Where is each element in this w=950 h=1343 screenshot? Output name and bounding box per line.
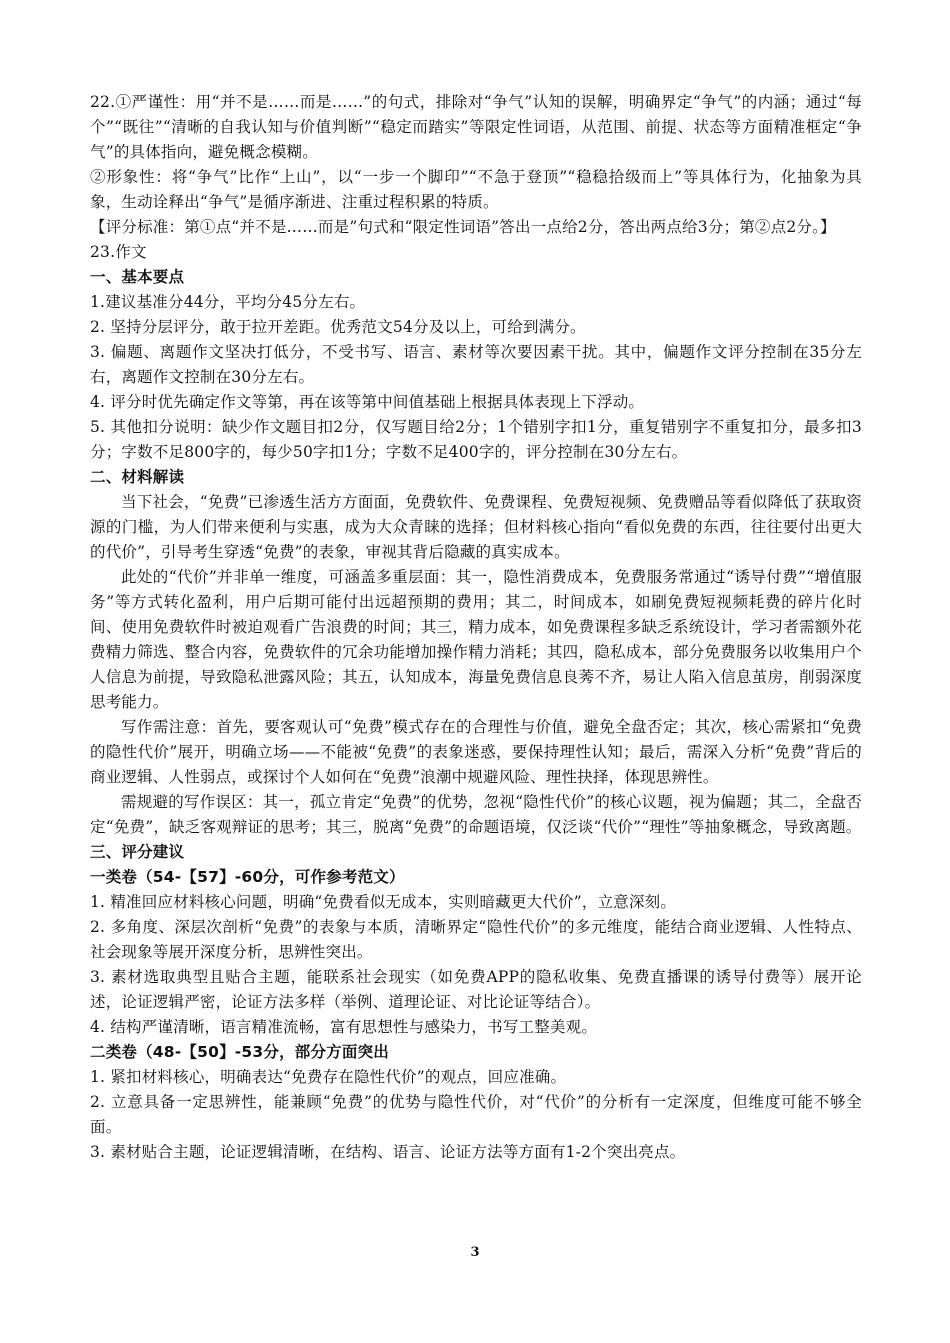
class-2-item-2: 2. 立意具备一定思辨性，能兼顾“免费”的优势与隐性代价，对“代价”的分析有一定深度，但维度可能不够全面。 bbox=[90, 1093, 862, 1136]
q22-scoring-standard: 【评分标准：第①点“并不是……而是”句式和“限定性词语”答出一点给2分，答出两点给3分；第②点2分。】 bbox=[90, 218, 836, 236]
class-1-item-1: 1. 精准回应材料核心问题，明确“免费看似无成本，实则暗藏更大代价”，立意深刻。 bbox=[90, 893, 677, 911]
section-scoring-suggestions-heading: 三、评分建议 bbox=[90, 843, 185, 861]
class-1-item-3: 3. 素材选取典型且贴合主题，能联系社会现实（如免费APP的隐私收集、免费直播课的诱导付费等）展开论述，论证逻辑严密，论证方法多样（举例、道理论证、对比论证等结合）。 bbox=[90, 968, 862, 1011]
page-content bbox=[90, 90, 862, 1165]
basic-point-3: 3. 偏题、离题作文坚决打低分，不受书写、语言、素材等次要因素干扰。其中，偏题作文评分控制在35分左右，离题作文控制在30分左右。 bbox=[90, 343, 862, 386]
page-number: 3 bbox=[470, 1245, 480, 1260]
q22-point-2: ②形象性：将“争气”比作“上山”，以“一步一个脚印”“不急于登顶”“稳稳拾级而上”等具体行为，化抽象为具象，生动诠释出“争气”是循序渐进、注重过程积累的特质。 bbox=[90, 168, 862, 211]
class-2-item-1: 1. 紧扣材料核心，明确表达“免费存在隐性代价”的观点，回应准确。 bbox=[90, 1068, 567, 1086]
class-1-heading: 一类卷（54-【57】-60分，可作参考范文） bbox=[90, 868, 405, 886]
section-basic-points-heading: 一、基本要点 bbox=[90, 268, 185, 286]
material-paragraph-4: 需规避的写作误区：其一，孤立肯定“免费”的优势，忽视“隐性代价”的核心议题，视为偏题；其二，全盘否定“免费”，缺乏客观辩证的思考；其三，脱离“免费”的命题语境，仅泛谈“代价”“理性”等抽象概念，导致离题。 bbox=[90, 793, 862, 836]
basic-point-2: 2. 坚持分层评分，敢于拉开差距。优秀范文54分及以上，可给到满分。 bbox=[90, 318, 586, 336]
basic-point-1: 1.建议基准分44分，平均分45分左右。 bbox=[90, 293, 366, 311]
material-paragraph-1: 当下社会，“免费”已渗透生活方方面面，免费软件、免费课程、免费短视频、免费赠品等看似降低了获取资源的门槛，为人们带来便利与实惠，成为大众青睐的选择；但材料核心指向“看似免费的东西，往往要付出更大的代价”，引导考生穿透“免费”的表象，审视其背后隐藏的真实成本。 bbox=[90, 493, 862, 561]
material-paragraph-3: 写作需注意：首先，要客观认可“免费”模式存在的合理性与价值，避免全盘否定；其次，核心需紧扣“免费的隐性代价”展开，明确立场——不能被“免费”的表象迷惑，要保持理性认知；最后，需深入分析“免费”背后的商业逻辑、人性弱点，或探讨个人如何在“免费”浪潮中规避风险、理性抉择，体现思辨性。 bbox=[90, 718, 862, 786]
q22-point-1: 22.①严谨性：用“并不是……而是……”的句式，排除对“争气”认知的误解，明确界定“争气”的内涵；通过“每个”“既往”“清晰的自我认知与价值判断”“稳定而踏实”等限定性词语，从范围、前提、状态等方面精准框定“争气”的具体指向，避免概念模糊。 bbox=[90, 93, 862, 161]
class-2-heading: 二类卷（48-【50】-53分，部分方面突出 bbox=[90, 1043, 389, 1061]
q23-title: 23.作文 bbox=[90, 243, 147, 261]
material-paragraph-2: 此处的“代价”并非单一维度，可涵盖多重层面：其一，隐性消费成本，免费服务常通过“诱导付费”“增值服务”等方式转化盈利，用户后期可能付出远超预期的费用；其二，时间成本，如刷免费短视频耗费的碎片化时间、使用免费软件时被迫观看广告浪费的时间；其三，精力成本，如免费课程多缺乏系统设计，学习者需额外花费精力筛选、整合内容，免费软件的冗余功能增加操作精力消耗；其四，隐私成本，部分免费服务以收集用户个人信息为前提，导致隐私泄露风险；其五，认知成本，海量免费信息良莠不齐，易让人陷入信息茧房，削弱深度思考能力。 bbox=[90, 568, 862, 711]
class-1-item-2: 2. 多角度、深层次剖析“免费”的表象与本质，清晰界定“隐性代价”的多元维度，能结合商业逻辑、人性特点、社会现象等展开深度分析，思辨性突出。 bbox=[90, 918, 862, 961]
class-2-item-3: 3. 素材贴合主题，论证逻辑清晰，在结构、语言、论证方法等方面有1-2个突出亮点。 bbox=[90, 1143, 686, 1161]
basic-point-5: 5. 其他扣分说明：缺少作文题目扣2分，仅写题目给2分；1个错别字扣1分，重复错别字不重复扣分，最多扣3分；字数不足800字的，每少50字扣1分；字数不足400字的，评分控制在30分左右。 bbox=[90, 418, 862, 461]
section-material-interpretation-heading: 二、材料解读 bbox=[90, 468, 185, 486]
basic-point-4: 4. 评分时优先确定作文等第，再在该等第中间值基础上根据具体表现上下浮动。 bbox=[90, 393, 645, 411]
class-1-item-4: 4. 结构严谨清晰，语言精准流畅，富有思想性与感染力，书写工整美观。 bbox=[90, 1018, 598, 1036]
